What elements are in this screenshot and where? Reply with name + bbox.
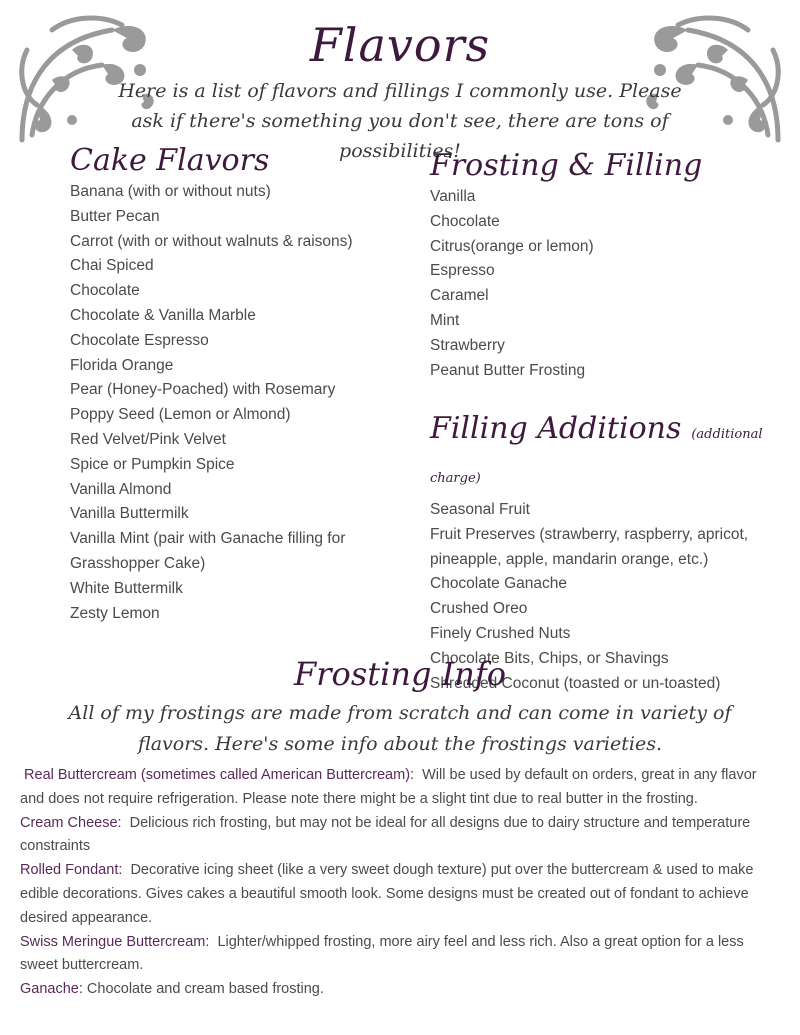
frosting-entry [20, 859, 760, 930]
list-item: Caramel [430, 287, 489, 305]
filling-additions-title: Filling Additions [430, 411, 682, 446]
frosting-filling-section [430, 147, 790, 383]
list-item: Vanilla Mint (pair with Ganache filling for Grasshopper Cake) [70, 530, 346, 572]
list-item: Citrus(orange or lemon) [430, 237, 594, 255]
frosting-desc: Chocolate and cream based frosting. [86, 981, 324, 998]
filling-additions-heading [430, 410, 790, 498]
list-item: Chocolate [70, 282, 140, 300]
frosting-desc: Lighter/whipped frosting, more airy feel and less rich. Also a great option for a less sweet buttercream. [20, 933, 744, 974]
list-item: Chocolate Ganache [430, 575, 568, 593]
frosting-desc: Delicious rich frosting, but may not be ideal for all designs due to dairy structure and temperature constraints [20, 814, 751, 855]
frosting-desc: Decorative icing sheet (like a very sweet dough texture) put over the buttercream & used to make edible decorations. Gives cakes a beautiful smooth look. Some designs must be created out of fondant to achieve desired appearance. [20, 862, 754, 926]
list-item: Chocolate Espresso [70, 331, 209, 349]
list-item: Chocolate [430, 212, 500, 230]
list-item: Finely Crushed Nuts [430, 624, 571, 642]
list-item: Strawberry [430, 336, 505, 354]
list-item: Peanut Butter Frosting [430, 361, 586, 379]
frosting-entry [20, 812, 760, 860]
frosting-term: Real Buttercream (sometimes called American Buttercream): [24, 767, 415, 783]
frosting-info-intro: All of my frostings are made from scratch and can come in variety of flavors. Here's some info about the frostings varieties. [68, 702, 732, 755]
frosting-info-entries [20, 764, 760, 1002]
frosting-entry [20, 931, 760, 979]
list-item: Crushed Oreo [430, 600, 528, 618]
list-item: Zesty Lemon [70, 604, 160, 622]
list-item: Chai Spiced [70, 257, 154, 275]
list-item: Spice or Pumpkin Spice [70, 455, 235, 473]
filling-additions-section [430, 410, 790, 696]
list-item: Vanilla Buttermilk [70, 505, 189, 523]
list-item: Fruit Preserves (strawberry, raspberry, apricot, pineapple, apple, mandarin orange, etc.) [430, 525, 749, 568]
frosting-entry [20, 978, 760, 1002]
page-title: Flavors [309, 18, 491, 72]
intro-text: Here is a list of flavors and fillings I commonly use. Please ask if there's something you don't see, there are tons of possibilities! [118, 80, 682, 162]
list-item: Shredded Coconut (toasted or un-toasted) [430, 674, 721, 692]
frosting-desc: Will be used by default on orders, great in any flavor and does not require refrigeration. Please note there might be a slight tint due to real butter in the frosting. [20, 767, 757, 807]
list-item: Espresso [430, 262, 495, 280]
list-item: Carrot (with or without walnuts & raisons) [70, 232, 353, 250]
frosting-term: Swiss Meringue Buttercream: [20, 933, 210, 950]
list-item: Mint [430, 311, 460, 329]
frosting-entry [20, 764, 760, 812]
list-item: Banana (with or without nuts) [70, 183, 271, 200]
frosting-filling-heading: Frosting & Filling [430, 148, 703, 183]
list-item: Red Velvet/Pink Velvet [70, 430, 226, 448]
list-item: Vanilla Almond [70, 480, 172, 498]
frosting-term: Rolled Fondant: [20, 862, 123, 879]
additional-charge-note: (additional charge) [430, 427, 763, 486]
frosting-info-heading: Frosting Info [294, 655, 506, 693]
cake-flavors-list [70, 180, 400, 626]
list-item: Florida Orange [70, 356, 174, 374]
list-item: Chocolate & Vanilla Marble [70, 306, 256, 324]
cake-flavors-section [70, 142, 400, 626]
list-item: Poppy Seed (Lemon or Almond) [70, 406, 291, 424]
list-item: Seasonal Fruit [430, 501, 530, 518]
cake-flavors-heading: Cake Flavors [70, 143, 270, 178]
frosting-term: Cream Cheese: [20, 814, 122, 831]
list-item: Vanilla [430, 188, 476, 205]
frosting-filling-list [430, 185, 790, 383]
list-item: Butter Pecan [70, 207, 160, 225]
list-item: White Buttermilk [70, 579, 183, 597]
list-item: Chocolate Bits, Chips, or Shavings [430, 649, 669, 667]
list-item: Pear (Honey-Poached) with Rosemary [70, 381, 336, 399]
frosting-term: Ganache: [20, 981, 83, 998]
